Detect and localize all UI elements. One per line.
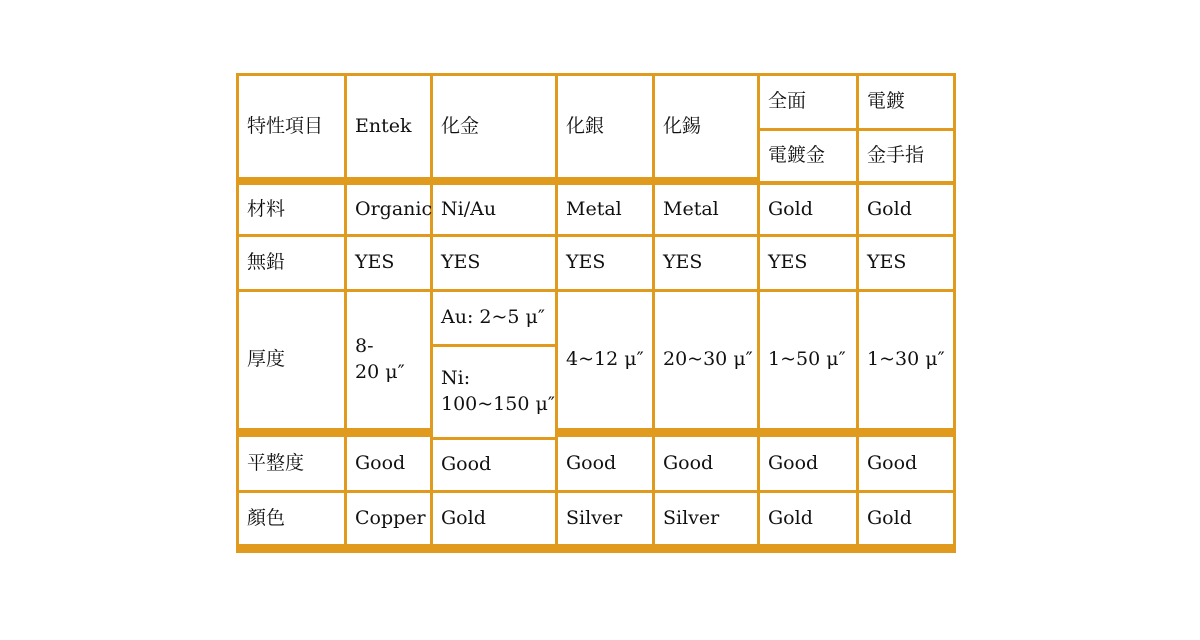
flatness-silver: Good xyxy=(558,437,652,490)
header-full-plating-top: 全面 xyxy=(760,76,856,128)
thickness-enig-ni xyxy=(433,347,555,437)
material-plating: Gold xyxy=(859,185,953,234)
material-full-plating: Gold xyxy=(760,185,856,234)
thickness-entek-line1: 8- xyxy=(355,335,374,358)
header-immersion-silver: 化銀 xyxy=(558,76,652,177)
thickness-entek xyxy=(347,292,430,428)
thickness-enig-ni-line1: Ni: xyxy=(441,367,471,390)
material-silver: Metal xyxy=(558,185,652,234)
header-plating-bottom: 金手指 xyxy=(859,131,953,181)
material-tin: Metal xyxy=(655,185,757,234)
comparison-table xyxy=(236,73,956,553)
header-entek: Entek xyxy=(347,76,430,177)
color-full-plating: Gold xyxy=(760,493,856,544)
color-plating: Gold xyxy=(859,493,953,544)
color-silver: Silver xyxy=(558,493,652,544)
header-plating-top: 電鍍 xyxy=(859,76,953,128)
lead-free-tin: YES xyxy=(655,237,757,289)
header-full-plating-bottom: 電鍍金 xyxy=(760,131,856,181)
color-entek: Copper xyxy=(347,493,430,544)
thickness-tin: 20~30 μ″ xyxy=(655,292,757,428)
flatness-plating: Good xyxy=(859,437,953,490)
flatness-entek: Good xyxy=(347,437,430,490)
thickness-plating: 1~30 μ″ xyxy=(859,292,953,428)
lead-free-entek: YES xyxy=(347,237,430,289)
header-immersion-tin: 化錫 xyxy=(655,76,757,177)
lead-free-full-plating: YES xyxy=(760,237,856,289)
material-enig: Ni/Au xyxy=(433,185,555,234)
thickness-label: 厚度 xyxy=(239,292,344,428)
lead-free-silver: YES xyxy=(558,237,652,289)
flatness-label: 平整度 xyxy=(239,437,344,490)
thickness-full-plating: 1~50 μ″ xyxy=(760,292,856,428)
material-entek: Organic xyxy=(347,185,430,234)
lead-free-enig: YES xyxy=(433,237,555,289)
thickness-silver: 4~12 μ″ xyxy=(558,292,652,428)
header-enig: 化金 xyxy=(433,76,555,177)
flatness-tin: Good xyxy=(655,437,757,490)
flatness-full-plating: Good xyxy=(760,437,856,490)
thickness-enig-ni-line2: 100~150 μ″ xyxy=(441,393,555,415)
material-label: 材料 xyxy=(239,185,344,234)
header-property: 特性項目 xyxy=(239,76,344,177)
lead-free-plating: YES xyxy=(859,237,953,289)
flatness-enig: Good xyxy=(433,440,555,490)
thickness-enig-au: Au: 2~5 μ″ xyxy=(433,292,555,344)
lead-free-label: 無鉛 xyxy=(239,237,344,289)
color-label: 顏色 xyxy=(239,493,344,544)
color-enig: Gold xyxy=(433,493,555,544)
color-tin: Silver xyxy=(655,493,757,544)
thickness-entek-line2: 20 μ″ xyxy=(355,361,405,383)
